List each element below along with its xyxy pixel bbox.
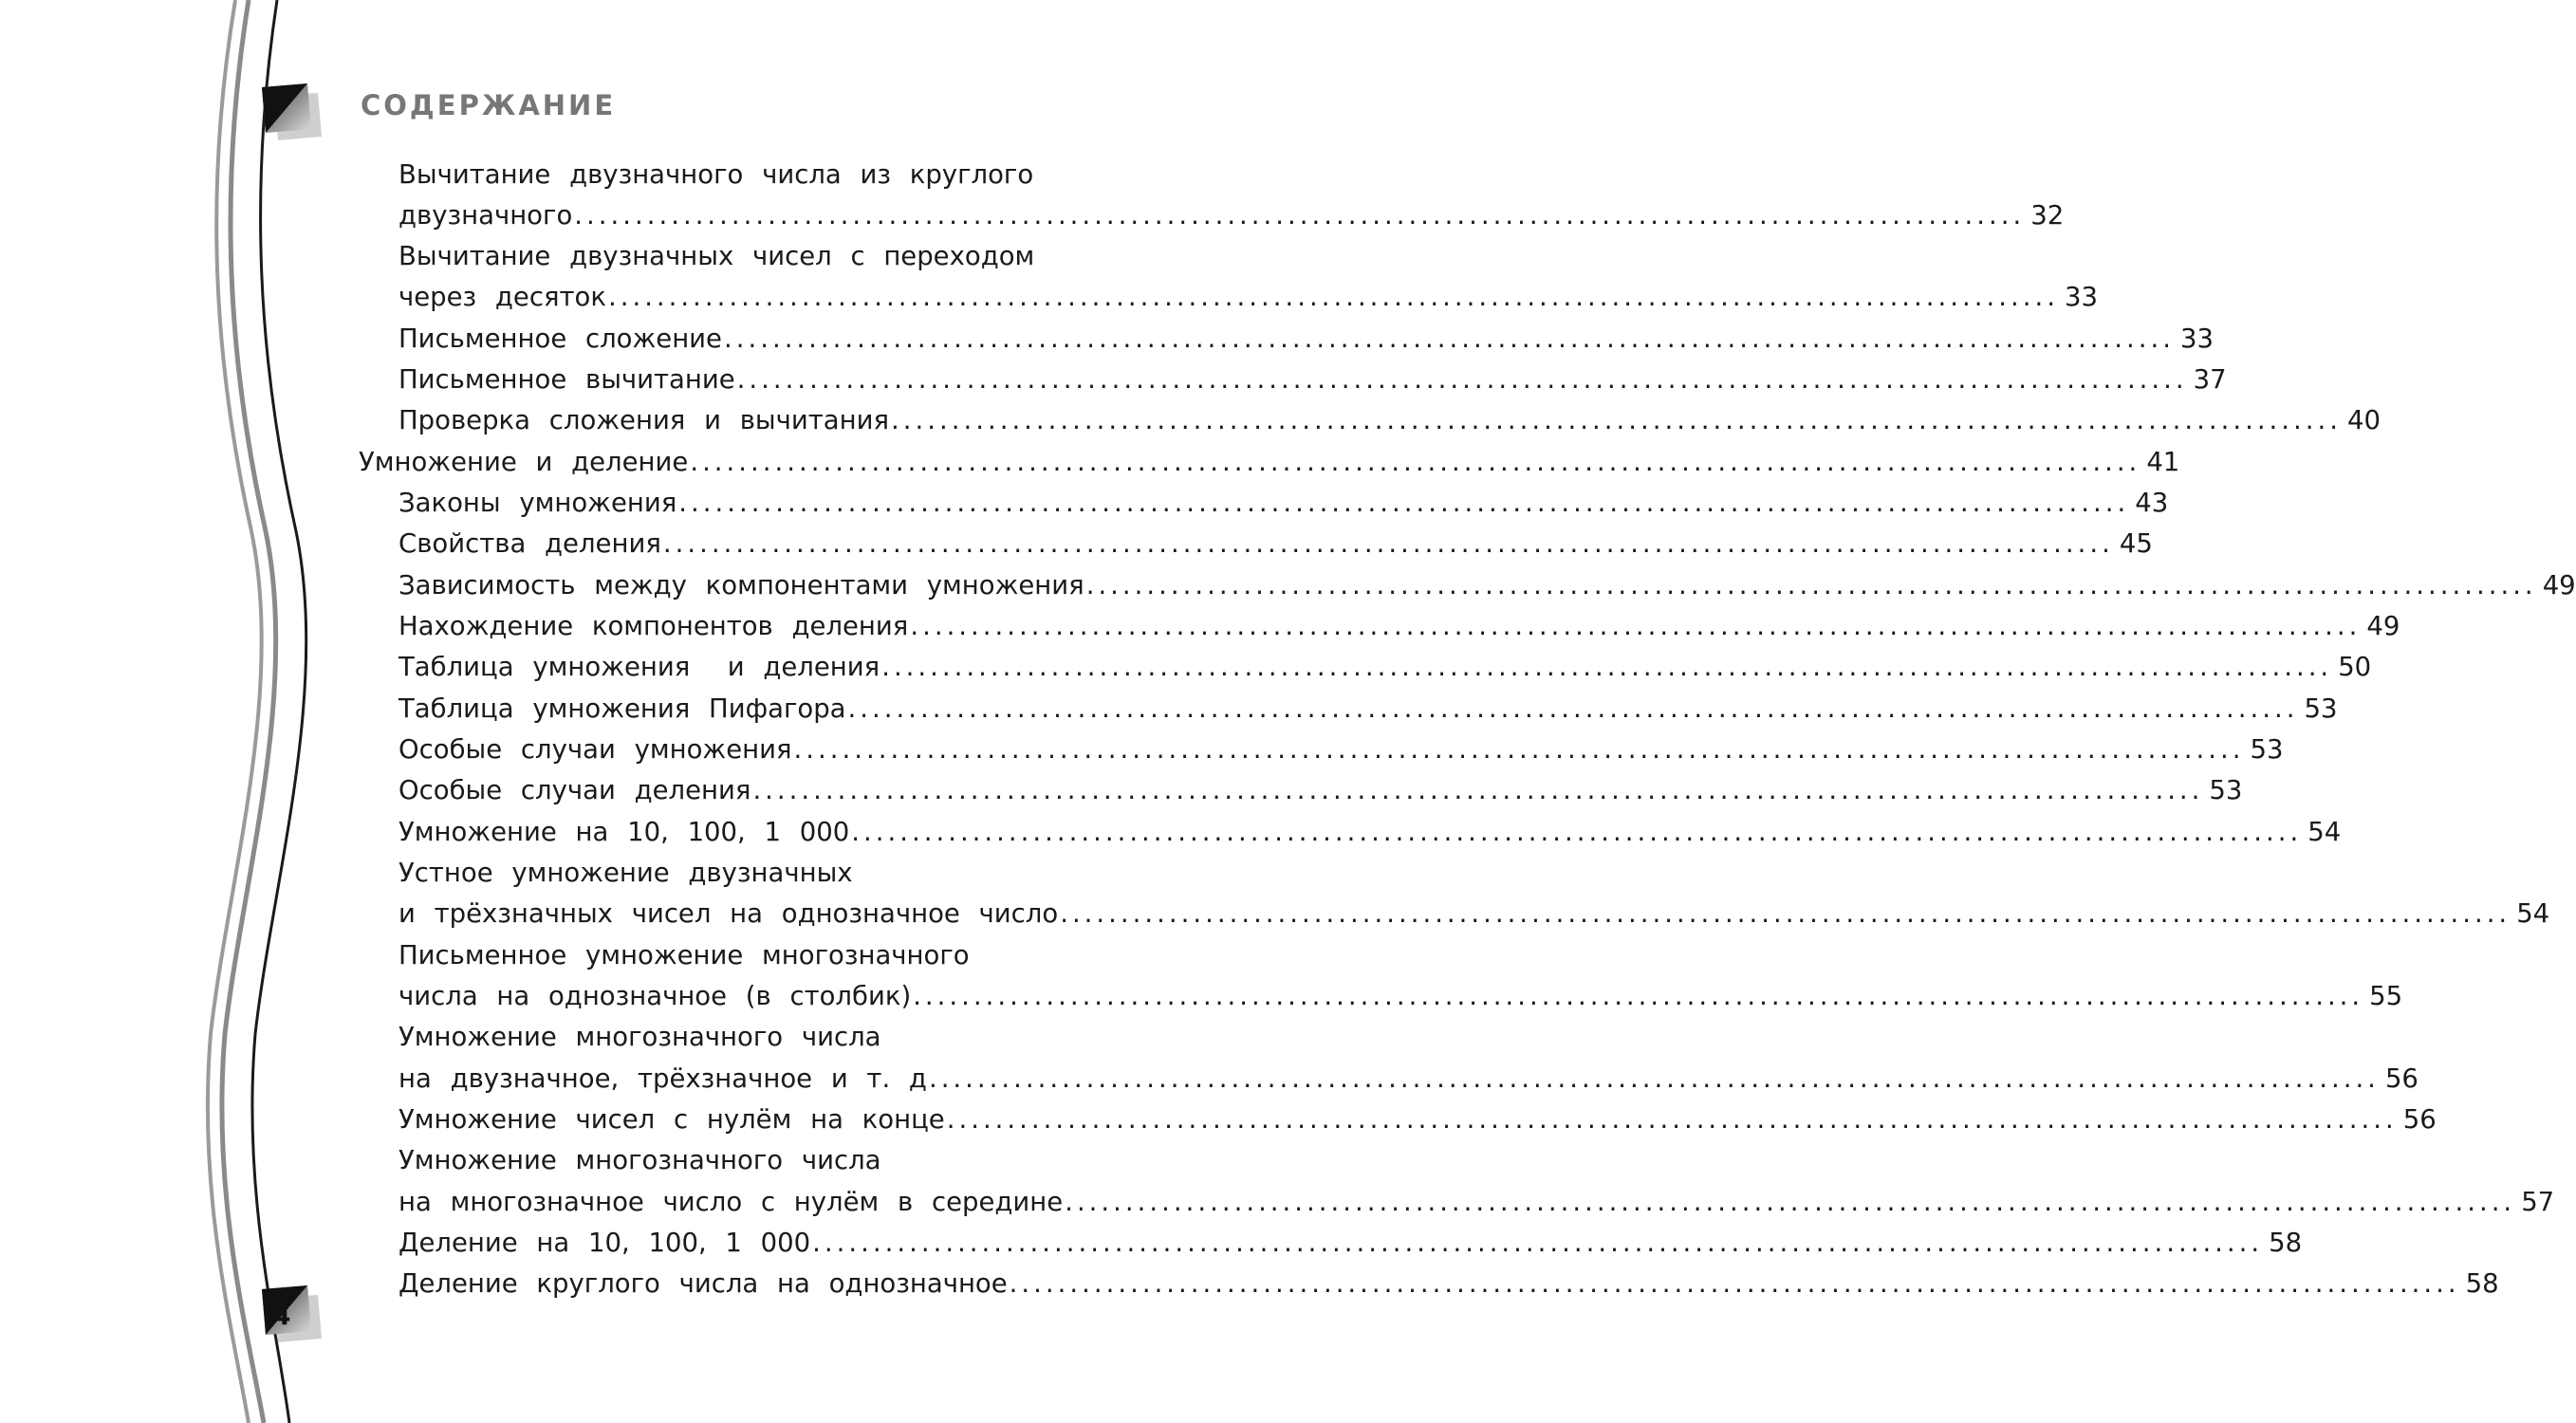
toc-entry-page: 53	[2209, 775, 2243, 805]
leader-dots: ........................................................................................................................	[891, 405, 2343, 435]
leader-dots: ........................................................................................................................	[913, 981, 2364, 1011]
leader-dots: ........................................................................................................................	[607, 282, 2059, 312]
toc-entry-page: 53	[2304, 693, 2338, 724]
toc-entry-title: Законы умножения	[398, 488, 677, 518]
toc-entry[interactable]	[398, 734, 2284, 772]
toc-entry[interactable]	[398, 1063, 2418, 1101]
toc-entry-title: Вычитание двузначных чисел с переходом	[398, 241, 1035, 271]
toc-entry-page: 55	[2369, 981, 2403, 1011]
leader-dots: ........................................................................................................................	[574, 200, 2026, 231]
toc-entry[interactable]	[398, 200, 2065, 238]
leader-dots: ........................................................................................................................	[910, 611, 2362, 641]
leader-dots: ........................................................................................................................	[723, 323, 2175, 354]
toc-entry-title: Особые случаи деления	[398, 775, 751, 805]
toc-entry-page: 49	[2542, 570, 2576, 601]
toc-entry[interactable]	[398, 528, 2153, 566]
leader-dots: ........................................................................................................................	[847, 693, 2299, 724]
toc-entry-title: двузначного	[398, 200, 573, 231]
toc-entry-page: 32	[2030, 200, 2065, 231]
toc-entry-page: 50	[2338, 652, 2372, 682]
page-number: 4	[272, 1300, 291, 1331]
toc-entry-page: 58	[2269, 1228, 2303, 1258]
toc-entry[interactable]	[398, 1187, 2555, 1225]
leader-dots: ........................................................................................................................	[946, 1104, 2398, 1135]
toc-entry-page: 56	[2402, 1104, 2437, 1135]
toc-entry[interactable]	[398, 817, 2342, 855]
toc-entry-title: Устное умножение двузначных	[398, 858, 853, 888]
toc-entry[interactable]	[398, 1104, 2437, 1142]
toc-entry-page: 54	[2307, 817, 2342, 847]
toc-entry-title: Зависимость между компонентами умножения	[398, 570, 1084, 601]
toc-entry-title: Умножение чисел с нулём на конце	[398, 1104, 945, 1135]
toc-entry-page: 49	[2366, 611, 2400, 641]
toc-entry-title: Умножение многозначного числа	[398, 1145, 881, 1175]
toc-entry[interactable]	[398, 775, 2243, 813]
toc-entry[interactable]	[398, 858, 853, 896]
toc-entry[interactable]	[398, 282, 2098, 320]
toc-entry-title: Письменное умножение многозначного	[398, 940, 970, 970]
leader-dots: ........................................................................................................................	[1060, 898, 2511, 929]
toc-entry[interactable]	[398, 159, 1033, 197]
toc-entry-title: Таблица умножения и деления	[398, 652, 880, 682]
toc-entry-title: Таблица умножения Пифагора	[398, 693, 846, 724]
toc-entry-page: 57	[2521, 1187, 2555, 1217]
toc-entry-title: Нахождение компонентов деления	[398, 611, 909, 641]
toc-entry-title: через десяток	[398, 282, 606, 312]
toc-entry[interactable]	[398, 364, 2227, 402]
toc-entry-page: 40	[2347, 405, 2381, 435]
leader-dots: ........................................................................................................................	[881, 652, 2333, 682]
toc-entry-title: на многозначное число с нулём в середине	[398, 1187, 1064, 1217]
toc-entry-page: 41	[2146, 447, 2180, 477]
toc-entry[interactable]	[398, 652, 2372, 690]
toc-entry-page: 53	[2250, 734, 2284, 765]
toc-entry-title: на двузначное, трёхзначное и т. д	[398, 1063, 927, 1094]
toc-entry-title: Письменное вычитание	[398, 364, 735, 395]
toc-entry[interactable]	[398, 405, 2381, 443]
toc-entry-title: Особые случаи умножения	[398, 734, 792, 765]
leader-dots: ........................................................................................................................	[851, 817, 2303, 847]
toc-entry-title: Умножение на 10, 100, 1 000	[398, 817, 850, 847]
leader-dots: ........................................................................................................................	[662, 528, 2114, 559]
toc-entry[interactable]	[398, 323, 2214, 361]
toc-entry[interactable]	[398, 898, 2550, 936]
leader-dots: ........................................................................................................................	[928, 1063, 2380, 1094]
leader-dots: ........................................................................................................................	[1085, 570, 2537, 601]
leader-dots: ........................................................................................................................	[1009, 1268, 2460, 1299]
toc-entry-title: и трёхзначных чисел на однозначное число	[398, 898, 1059, 929]
toc-entry-title: Проверка сложения и вычитания	[398, 405, 890, 435]
toc-entry[interactable]	[398, 1228, 2303, 1266]
toc-entry-page: 33	[2064, 282, 2098, 312]
toc-entry-page: 45	[2119, 528, 2153, 559]
leader-dots: ........................................................................................................................	[678, 488, 2130, 518]
toc-entry[interactable]	[398, 570, 2576, 608]
leader-dots: ........................................................................................................................	[812, 1228, 2264, 1258]
toc-entry-page: 56	[2384, 1063, 2418, 1094]
toc-section-entry[interactable]	[359, 447, 2180, 485]
toc-entry[interactable]	[398, 1145, 881, 1183]
toc-entry-page: 37	[2193, 364, 2227, 395]
toc-entry[interactable]	[398, 1268, 2499, 1306]
toc-entry[interactable]	[398, 611, 2400, 649]
toc-entry-title: Деление на 10, 100, 1 000	[398, 1228, 811, 1258]
toc-entry-title: Свойства деления	[398, 528, 661, 559]
toc-entry[interactable]	[398, 488, 2169, 526]
toc-entry-title: Умножение и деление	[359, 447, 689, 477]
toc-entry[interactable]	[398, 1022, 881, 1060]
toc-entry[interactable]	[398, 981, 2403, 1019]
toc-entry-page: 43	[2135, 488, 2169, 518]
page-title: СОДЕРЖАНИЕ	[361, 89, 617, 121]
toc-entry[interactable]	[398, 940, 970, 978]
leader-dots: ........................................................................................................................	[736, 364, 2188, 395]
toc-entry-title: Письменное сложение	[398, 323, 722, 354]
leader-dots: ........................................................................................................................	[1065, 1187, 2516, 1217]
leader-dots: ........................................................................................................................	[752, 775, 2204, 805]
toc-entry-page: 54	[2516, 898, 2550, 929]
leader-dots: ........................................................................................................................	[793, 734, 2245, 765]
toc-entry-page: 58	[2465, 1268, 2499, 1299]
toc-entry-title: Вычитание двузначного числа из круглого	[398, 159, 1034, 190]
toc-entry-title: Деление круглого числа на однозначное	[398, 1268, 1008, 1299]
toc-entry[interactable]	[398, 693, 2338, 731]
toc-entry-title: числа на однозначное (в столбик)	[398, 981, 912, 1011]
leader-dots: ........................................................................................................................	[690, 447, 2141, 477]
toc-entry-title: Умножение многозначного числа	[398, 1022, 881, 1052]
toc-entry[interactable]	[398, 241, 1034, 279]
toc-entry-page: 33	[2179, 323, 2214, 354]
